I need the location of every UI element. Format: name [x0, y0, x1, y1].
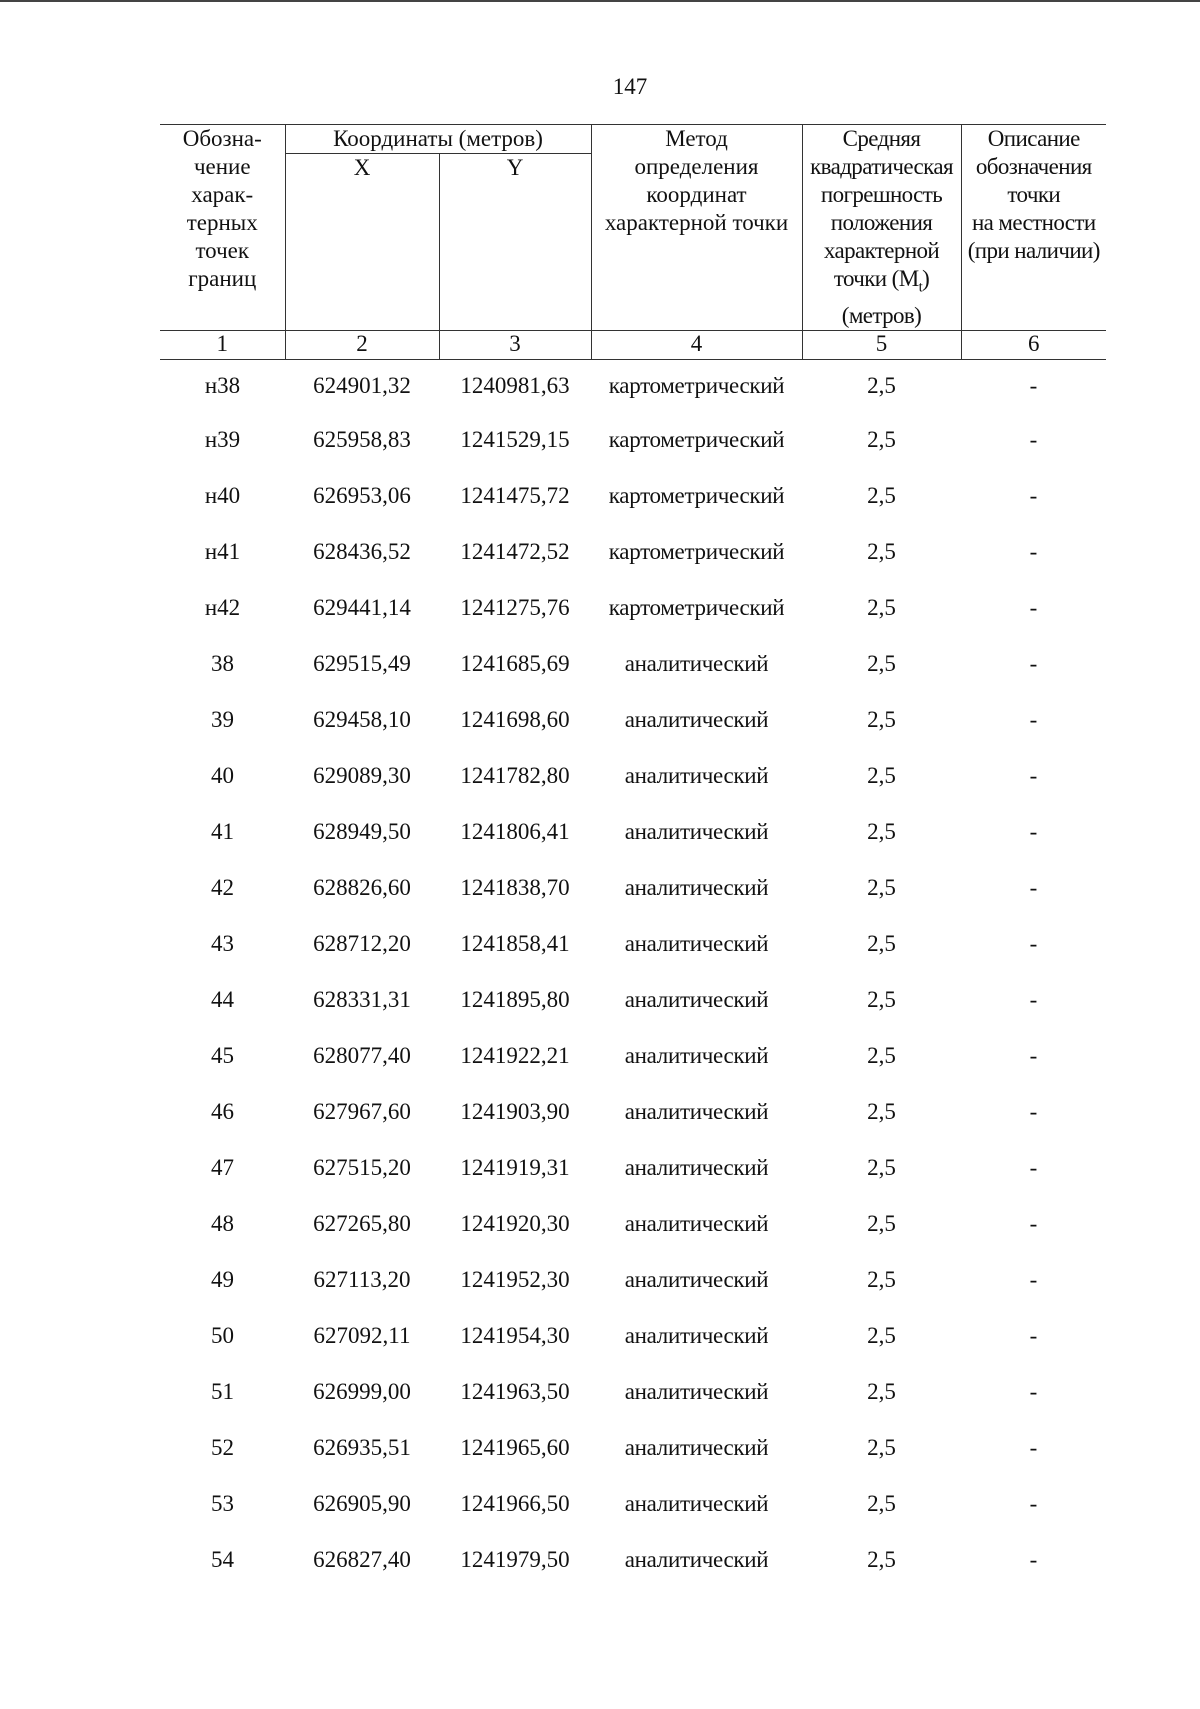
description-cell: -	[1029, 1378, 1038, 1404]
coordinate-x-cell: 625958,83	[313, 426, 411, 452]
header-line: (при наличии)	[967, 238, 1100, 263]
coordinate-y-cell: 1241965,60	[460, 1434, 570, 1460]
table-row	[160, 804, 1106, 860]
coordinate-x-cell: 626999,00	[313, 1378, 411, 1404]
description-cell: -	[1029, 1490, 1038, 1516]
mean-square-error-cell: 2,5	[867, 1210, 896, 1236]
coordinate-x-cell: 628436,52	[313, 538, 411, 564]
table-row	[160, 1308, 1106, 1364]
header-line: характерной	[823, 238, 940, 263]
mean-square-error-cell: 2,5	[867, 1490, 896, 1516]
coordinate-y-cell: 1241903,90	[460, 1098, 570, 1124]
description-cell: -	[1029, 1546, 1038, 1572]
point-designation-cell: 54	[211, 1546, 234, 1572]
method-cell: аналитический	[624, 1546, 769, 1572]
coordinate-y-cell: 1241966,50	[460, 1490, 570, 1516]
point-designation-cell: 41	[211, 818, 234, 844]
coordinate-y-cell: 1241472,52	[460, 538, 570, 564]
coordinate-x-cell: 627265,80	[313, 1210, 411, 1236]
description-cell: -	[1029, 706, 1038, 732]
mean-square-error-cell: 2,5	[867, 818, 896, 844]
point-designation-cell: н41	[204, 538, 241, 564]
description-cell: -	[1029, 762, 1038, 788]
method-cell: аналитический	[624, 650, 769, 676]
mean-square-error-cell: 2,5	[867, 482, 896, 508]
coordinate-y-cell: 1241895,80	[460, 986, 570, 1012]
description-cell: -	[1029, 1210, 1038, 1236]
point-designation-cell: 44	[211, 986, 234, 1012]
point-designation-cell: 53	[211, 1490, 234, 1516]
description-cell: -	[1029, 538, 1038, 564]
mean-square-error-cell: 2,5	[867, 1042, 896, 1068]
table-body	[160, 359, 1106, 1588]
coordinate-y-cell: 1240981,63	[460, 372, 570, 398]
point-designation-cell: 51	[211, 1378, 234, 1404]
point-designation-cell: н42	[204, 594, 241, 620]
mean-square-error-cell: 2,5	[867, 1546, 896, 1572]
mean-square-error-cell: 2,5	[867, 1322, 896, 1348]
description-cell: -	[1029, 986, 1038, 1012]
table-row	[160, 1420, 1106, 1476]
coordinate-y-cell: 1241475,72	[460, 482, 570, 508]
header-line: на местности	[971, 210, 1096, 235]
point-designation-cell: 52	[211, 1434, 234, 1460]
point-designation-cell: 39	[211, 706, 234, 732]
point-designation-cell: н40	[204, 482, 241, 508]
point-designation-cell: 40	[211, 762, 234, 788]
coordinate-y-cell: 1241806,41	[460, 818, 570, 844]
table-row	[160, 692, 1106, 748]
mean-square-error-cell: 2,5	[867, 372, 896, 398]
coordinate-x-cell: 626935,51	[313, 1434, 411, 1460]
mean-square-error-cell: 2,5	[867, 1378, 896, 1404]
table-row	[160, 748, 1106, 804]
mean-square-error-cell: 2,5	[867, 930, 896, 956]
point-designation-cell: н39	[204, 426, 241, 452]
description-cell: -	[1029, 426, 1038, 452]
point-designation-cell: 43	[211, 930, 234, 956]
header-line: границ	[188, 266, 257, 291]
boundary-points-table	[160, 124, 1106, 1588]
header-line: точки (M	[833, 266, 919, 291]
point-designation-cell: 47	[211, 1154, 234, 1180]
method-cell: картометрический	[608, 594, 785, 620]
table-row	[160, 1028, 1106, 1084]
description-cell: -	[1029, 1322, 1038, 1348]
table-row	[160, 1476, 1106, 1532]
coordinate-y-cell: 1241954,30	[460, 1322, 570, 1348]
coordinate-x-cell: 627092,11	[313, 1322, 411, 1348]
mean-square-error-cell: 2,5	[867, 1266, 896, 1292]
coordinate-x-cell: 629458,10	[313, 706, 411, 732]
method-cell: аналитический	[624, 1210, 769, 1236]
header-line: терных	[186, 210, 258, 235]
table-row	[160, 1364, 1106, 1420]
point-designation-cell: 50	[211, 1322, 234, 1348]
header-line: характерной точки	[604, 210, 789, 235]
description-cell: -	[1029, 594, 1038, 620]
coordinate-x-cell: 629089,30	[313, 762, 411, 788]
table-row	[160, 580, 1106, 636]
method-cell: картометрический	[608, 426, 785, 452]
coordinate-x-cell: 627515,20	[313, 1154, 411, 1180]
description-cell: -	[1029, 1154, 1038, 1180]
method-cell: аналитический	[624, 986, 769, 1012]
table-row	[160, 1140, 1106, 1196]
table-header	[160, 125, 1106, 360]
coordinate-y-cell: 1241685,69	[460, 650, 570, 676]
coordinate-y-cell: 1241922,21	[460, 1042, 570, 1068]
column-number: 3	[439, 330, 591, 359]
description-cell: -	[1029, 1042, 1038, 1068]
header-mean-square-error	[802, 125, 961, 331]
header-line: )	[922, 266, 930, 291]
header-line: Метод	[665, 126, 728, 151]
method-cell: аналитический	[624, 1098, 769, 1124]
description-cell: -	[1029, 650, 1038, 676]
header-x: X	[285, 154, 439, 331]
coordinate-y-cell: 1241782,80	[460, 762, 570, 788]
coordinate-x-cell: 624901,32	[313, 372, 411, 398]
coordinate-y-cell: 1241838,70	[460, 874, 570, 900]
header-line: погрешность	[820, 182, 943, 207]
mean-square-error-cell: 2,5	[867, 1098, 896, 1124]
header-subscript: t	[918, 279, 923, 296]
header-line: (метров)	[841, 302, 922, 328]
method-cell: аналитический	[624, 930, 769, 956]
method-cell: аналитический	[624, 1322, 769, 1348]
method-cell: аналитический	[624, 1490, 769, 1516]
table-row	[160, 860, 1106, 916]
mean-square-error-cell: 2,5	[867, 706, 896, 732]
header-line: определения	[634, 154, 759, 179]
header-line: точки	[1007, 182, 1061, 207]
point-designation-cell: 49	[211, 1266, 234, 1292]
method-cell: аналитический	[624, 1266, 769, 1292]
mean-square-error-cell: 2,5	[867, 874, 896, 900]
table-row	[160, 412, 1106, 468]
header-line: Средняя	[842, 126, 921, 151]
mean-square-error-cell: 2,5	[867, 1154, 896, 1180]
coordinate-x-cell: 629515,49	[313, 650, 411, 676]
mean-square-error-cell: 2,5	[867, 426, 896, 452]
description-cell: -	[1029, 930, 1038, 956]
description-cell: -	[1029, 1098, 1038, 1124]
coordinate-x-cell: 626827,40	[313, 1546, 411, 1572]
method-cell: аналитический	[624, 1154, 769, 1180]
method-cell: аналитический	[624, 1434, 769, 1460]
mean-square-error-cell: 2,5	[867, 538, 896, 564]
description-cell: -	[1029, 1266, 1038, 1292]
coordinate-x-cell: 628712,20	[313, 930, 411, 956]
method-cell: картометрический	[608, 538, 785, 564]
column-number: 2	[285, 330, 439, 359]
point-designation-cell: 46	[211, 1098, 234, 1124]
table-row	[160, 359, 1106, 412]
point-designation-cell: 42	[211, 874, 234, 900]
method-cell: картометрический	[608, 372, 785, 398]
coordinate-x-cell: 626905,90	[313, 1490, 411, 1516]
column-number: 1	[160, 330, 285, 359]
description-cell: -	[1029, 482, 1038, 508]
coordinate-y-cell: 1241275,76	[460, 594, 570, 620]
method-cell: аналитический	[624, 874, 769, 900]
description-cell: -	[1029, 874, 1038, 900]
table-row	[160, 1252, 1106, 1308]
mean-square-error-cell: 2,5	[867, 650, 896, 676]
mean-square-error-cell: 2,5	[867, 986, 896, 1012]
coordinate-y-cell: 1241698,60	[460, 706, 570, 732]
header-point-designation	[160, 125, 285, 331]
description-cell: -	[1029, 372, 1038, 398]
coordinate-y-cell: 1241963,50	[460, 1378, 570, 1404]
column-number: 5	[802, 330, 961, 359]
method-cell: картометрический	[608, 482, 785, 508]
header-line: точек	[195, 238, 250, 263]
coordinate-x-cell: 628331,31	[313, 986, 411, 1012]
coordinate-y-cell: 1241858,41	[460, 930, 570, 956]
page-top-border	[0, 0, 1200, 2]
coordinate-y-cell: 1241920,30	[460, 1210, 570, 1236]
column-number: 4	[591, 330, 802, 359]
header-line: харак-	[191, 182, 254, 207]
table-row	[160, 636, 1106, 692]
table-row	[160, 468, 1106, 524]
header-line: Описание	[987, 126, 1080, 151]
method-cell: аналитический	[624, 1378, 769, 1404]
table-row	[160, 1196, 1106, 1252]
header-line: квадратическая	[810, 154, 953, 179]
header-line: обозначения	[975, 154, 1092, 179]
coordinate-y-cell: 1241952,30	[460, 1266, 570, 1292]
description-cell: -	[1029, 818, 1038, 844]
coordinate-x-cell: 628826,60	[313, 874, 411, 900]
coordinate-y-cell: 1241529,15	[460, 426, 570, 452]
method-cell: аналитический	[624, 818, 769, 844]
mean-square-error-cell: 2,5	[867, 762, 896, 788]
coordinate-y-cell: 1241979,50	[460, 1546, 570, 1572]
description-cell: -	[1029, 1434, 1038, 1460]
column-number: 6	[961, 330, 1106, 359]
table-row	[160, 1532, 1106, 1588]
method-cell: аналитический	[624, 706, 769, 732]
header-description	[961, 125, 1106, 331]
mean-square-error-cell: 2,5	[867, 1434, 896, 1460]
coordinate-x-cell: 627967,60	[313, 1098, 411, 1124]
point-designation-cell: н38	[204, 372, 241, 398]
header-line: координат	[646, 182, 747, 207]
mean-square-error-cell: 2,5	[867, 594, 896, 620]
header-line: чение	[193, 154, 251, 179]
coordinate-x-cell: 629441,14	[313, 594, 411, 620]
table-row	[160, 1084, 1106, 1140]
page-number: 147	[612, 74, 648, 99]
coordinate-x-cell: 628077,40	[313, 1042, 411, 1068]
header-method	[591, 125, 802, 331]
coordinate-x-cell: 627113,20	[313, 1266, 411, 1292]
point-designation-cell: 45	[211, 1042, 234, 1068]
method-cell: аналитический	[624, 1042, 769, 1068]
header-line: Обозна-	[182, 126, 262, 151]
coordinate-x-cell: 628949,50	[313, 818, 411, 844]
header-coordinates-group: Координаты (метров)	[285, 125, 591, 154]
table-row	[160, 524, 1106, 580]
table-row	[160, 972, 1106, 1028]
point-designation-cell: 48	[211, 1210, 234, 1236]
table-row	[160, 916, 1106, 972]
coordinate-x-cell: 626953,06	[313, 482, 411, 508]
point-designation-cell: 38	[211, 650, 234, 676]
coordinate-y-cell: 1241919,31	[460, 1154, 570, 1180]
header-line: положения	[830, 210, 933, 235]
header-y: Y	[439, 154, 591, 331]
method-cell: аналитический	[624, 762, 769, 788]
